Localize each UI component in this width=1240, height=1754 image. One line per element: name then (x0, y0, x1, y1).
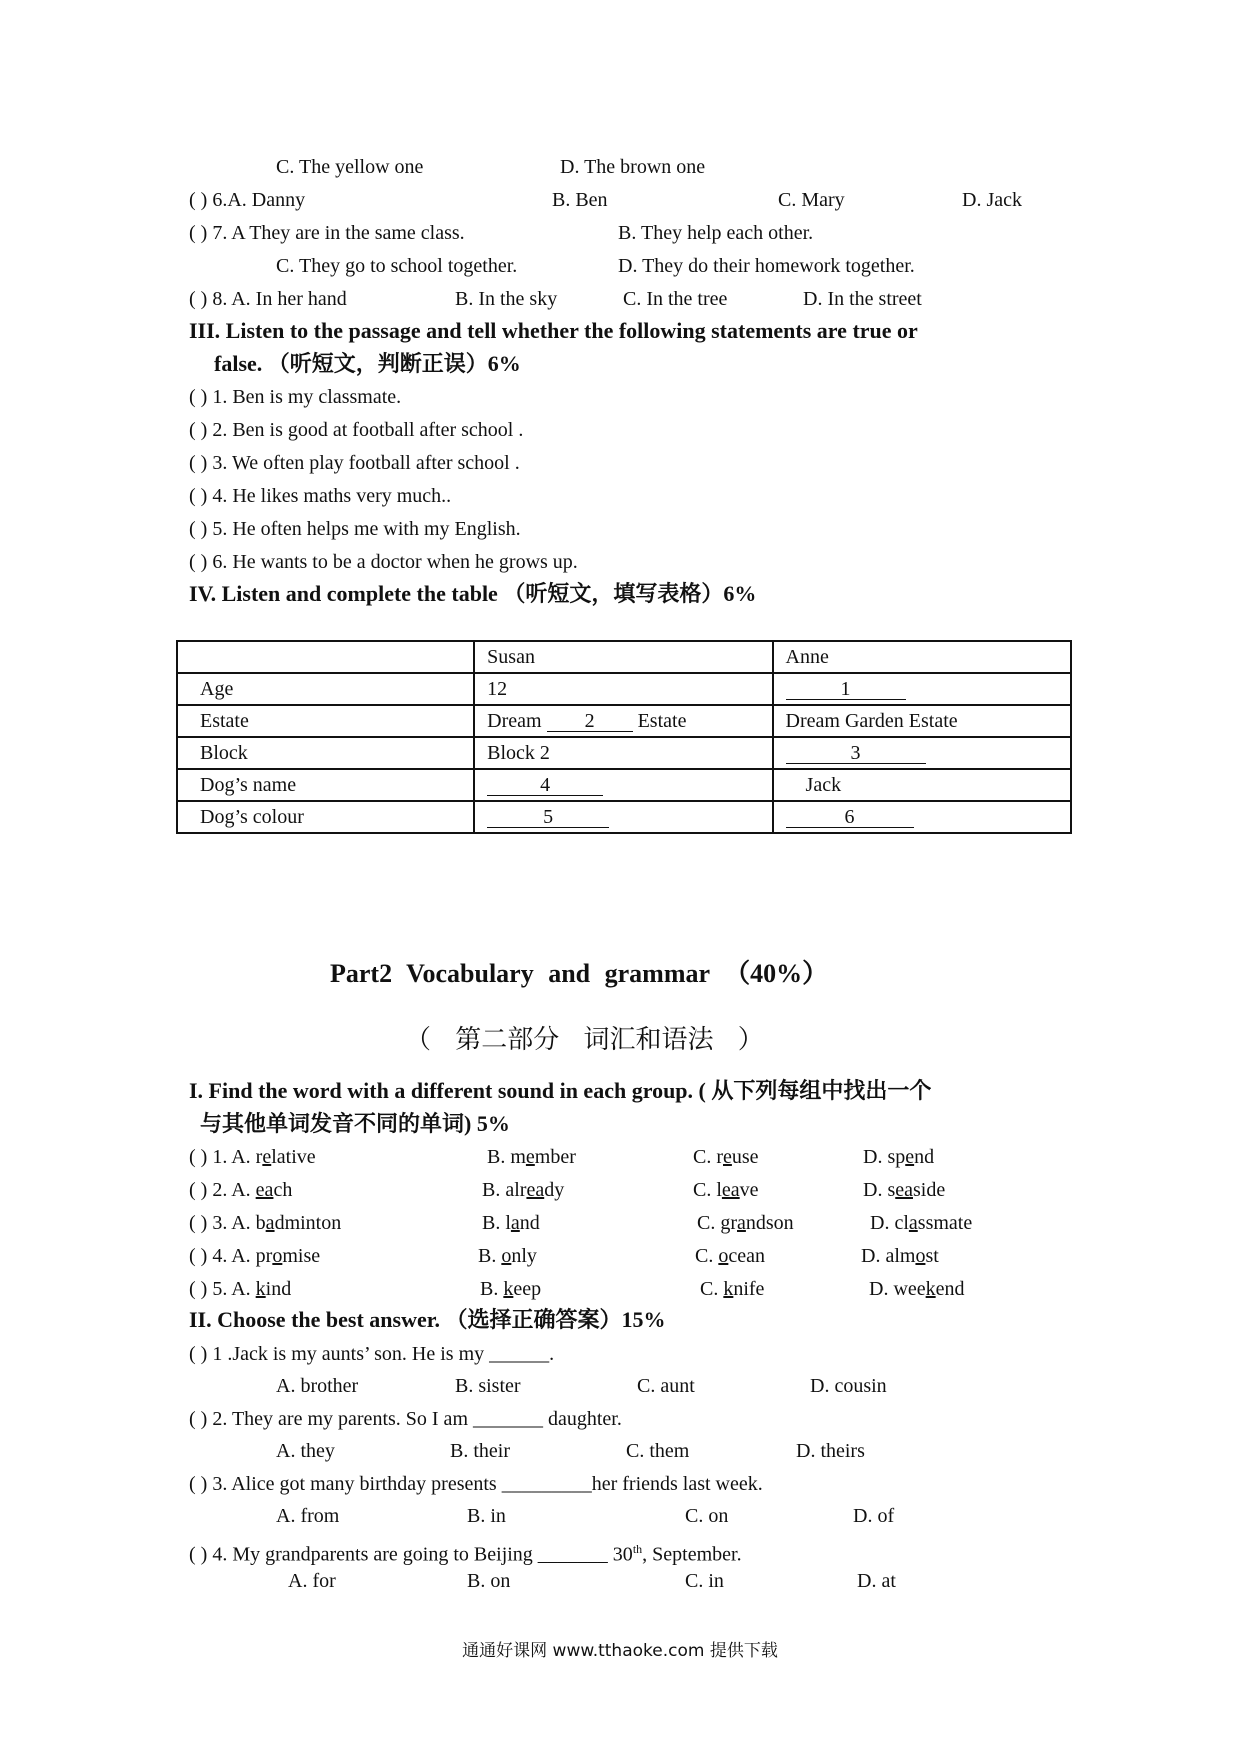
part2-title: Part2 Vocabulary and grammar （40%） (330, 959, 829, 988)
table-cell (773, 673, 1071, 705)
q7-option-d: D. They do their homework together. (618, 255, 915, 277)
blank-5: 5 (487, 807, 609, 828)
mc-question-2: ( ) 2. They are my parents. So I am _______ daughter. (189, 1408, 622, 1430)
phonics-cell (870, 1211, 972, 1235)
section4-heading: IV. Listen and complete the table （听短文，填写表格）6% (189, 581, 757, 606)
tf-item-3: ( ) 3. We often play football after school . (189, 452, 520, 474)
phonics-option-d: D. spend (863, 1146, 935, 1168)
table-row (177, 801, 1071, 833)
phonics-option-b: B. already (482, 1179, 565, 1201)
mc-option: B. their (450, 1440, 510, 1462)
underlined-letters: e (905, 1146, 915, 1168)
phonics-option-b: B. keep (480, 1278, 542, 1300)
phonics-option-d: D. weekend (869, 1278, 965, 1300)
phonics-cell (695, 1244, 765, 1268)
part2-title-cn: （ 第二部分 词汇和语法 ） (405, 1025, 764, 1055)
underlined-letters: a (737, 1212, 746, 1234)
phonics-cell (693, 1145, 759, 1169)
table-cell: Dog’s colour (177, 801, 474, 833)
phonics-option-d: D. almost (861, 1245, 939, 1267)
table-cell: Estate (177, 705, 474, 737)
underlined-letters: e (525, 1146, 535, 1168)
table-cell: Anne (773, 641, 1071, 673)
mc-option: C. them (626, 1440, 690, 1462)
phonics-option-a: each (255, 1179, 293, 1201)
phonics-cell (700, 1277, 764, 1301)
table-cell (177, 641, 474, 673)
mc-option: B. sister (455, 1375, 521, 1397)
tf-item-5: ( ) 5. He often helps me with my English. (189, 518, 521, 540)
phonics-number: ( ) 5. A. (189, 1278, 256, 1300)
q6-option-c: C. Mary (778, 189, 845, 211)
phonics-row (189, 1145, 316, 1169)
mc-option: A. they (276, 1440, 335, 1462)
phonics-option-a: badminton (255, 1212, 342, 1234)
phonics-option-c: C. knife (700, 1278, 765, 1300)
footer-credit: 通通好课网 www.tthaoke.com 提供下载 (462, 1641, 778, 1661)
phonics-row (189, 1211, 341, 1235)
tf-item-2: ( ) 2. Ben is good at football after school . (189, 419, 524, 441)
phonics-row (189, 1244, 320, 1268)
tf-item-6: ( ) 6. He wants to be a doctor when he grows up. (189, 551, 578, 573)
underlined-letters: a (265, 1212, 275, 1234)
estate-suffix: Estate (637, 709, 687, 732)
table-cell: Dream Garden Estate (773, 705, 1071, 737)
phonics-cell (480, 1277, 541, 1301)
table-cell: 12 (474, 673, 772, 705)
mc-option: C. in (685, 1570, 724, 1592)
mc-option: C. aunt (637, 1375, 695, 1397)
mc-option: C. on (685, 1505, 729, 1527)
q7-option-a: ( ) 7. A They are in the same class. (189, 222, 465, 244)
underlined-letters: a (510, 1212, 520, 1234)
blank-6: 6 (786, 807, 914, 828)
mc-question-4 (189, 1537, 742, 1567)
table-cell (773, 801, 1071, 833)
phonics-cell (863, 1178, 945, 1202)
phonics-option-d: D. classmate (870, 1212, 973, 1234)
vocab1-heading-line2: 与其他单词发音不同的单词) 5% (200, 1111, 510, 1136)
underlined-letters: k (503, 1278, 514, 1300)
q7-option-b: B. They help each other. (618, 222, 814, 244)
underlined-letters: e (262, 1146, 272, 1168)
grammar2-heading: II. Choose the best answer. （选择正确答案）15% (189, 1307, 666, 1332)
phonics-option-c: C. grandson (697, 1212, 794, 1234)
table-cell (474, 705, 772, 737)
phonics-option-a: relative (255, 1146, 316, 1168)
mc-option: D. of (853, 1505, 895, 1527)
q5-option-c: C. The yellow one (276, 156, 424, 178)
table-cell: Dog’s name (177, 769, 474, 801)
table-row (177, 769, 1071, 801)
underlined-letters: e (723, 1146, 732, 1168)
mc-option: D. at (857, 1570, 896, 1592)
q5-option-d: D. The brown one (560, 156, 706, 178)
underlined-letters: o (501, 1245, 512, 1267)
tf-item-1: ( ) 1. Ben is my classmate. (189, 386, 402, 408)
phonics-cell (482, 1178, 564, 1202)
phonics-option-b: B. only (478, 1245, 537, 1267)
table-cell (474, 769, 772, 801)
section3-heading-line2: false. （听短文，判断正误）6% (214, 351, 521, 376)
mc-option: A. for (288, 1570, 336, 1592)
table-row (177, 737, 1071, 769)
mc-option: A. brother (276, 1375, 359, 1397)
phonics-option-d: D. seaside (863, 1179, 946, 1201)
phonics-cell (478, 1244, 537, 1268)
blank-1: 1 (786, 679, 906, 700)
table-cell (773, 737, 1071, 769)
phonics-cell (693, 1178, 759, 1202)
blank-2: 2 (547, 711, 633, 732)
phonics-row (189, 1277, 291, 1301)
phonics-cell (863, 1145, 934, 1169)
table-row (177, 673, 1071, 705)
mc-option: B. on (467, 1570, 511, 1592)
ordinal-suffix: th (632, 1542, 643, 1556)
tf-item-4: ( ) 4. He likes maths very much.. (189, 485, 452, 507)
mc-question-1: ( ) 1 .Jack is my aunts’ son. He is my ______. (189, 1343, 555, 1365)
underlined-letters: o (718, 1245, 729, 1267)
mc-option: D. cousin (810, 1375, 887, 1397)
underlined-letters: ea (526, 1179, 545, 1201)
section3-heading-line1: III. Listen to the passage and tell whether the following statements are true or (189, 318, 918, 343)
phonics-cell (697, 1211, 794, 1235)
mc-question-4-end: , September. (642, 1543, 742, 1566)
underlined-letters: ea (721, 1179, 740, 1201)
underlined-letters: ea (895, 1179, 913, 1201)
underlined-letters: o (272, 1245, 283, 1267)
table-cell: Jack (773, 769, 1071, 801)
phonics-number: ( ) 1. A. (189, 1146, 256, 1168)
table-header-row (177, 641, 1071, 673)
phonics-option-b: B. land (482, 1212, 540, 1234)
underlined-letters: ea (255, 1179, 274, 1201)
blank-4: 4 (487, 775, 603, 796)
q8-option-c: C. In the tree (623, 288, 728, 310)
table-row (177, 705, 1071, 737)
underlined-letters: k (723, 1278, 734, 1300)
phonics-row (189, 1178, 292, 1202)
table-cell: Block 2 (474, 737, 772, 769)
q6-option-a: ( ) 6.A. Danny (189, 189, 306, 211)
mc-option: A. from (276, 1505, 340, 1527)
mc-option: B. in (467, 1505, 506, 1527)
underlined-letters: o (915, 1245, 926, 1267)
table-cell (474, 801, 772, 833)
phonics-option-a: promise (255, 1245, 321, 1267)
phonics-cell (487, 1145, 576, 1169)
q6-option-b: B. Ben (552, 189, 608, 211)
underlined-letters: k (925, 1278, 936, 1300)
blank-3: 3 (786, 743, 926, 764)
phonics-option-c: C. leave (693, 1179, 759, 1201)
phonics-number: ( ) 3. A. (189, 1212, 256, 1234)
q7-option-c: C. They go to school together. (276, 255, 518, 277)
phonics-option-a: kind (255, 1278, 292, 1300)
phonics-number: ( ) 2. A. (189, 1179, 256, 1201)
mc-question-4-text: ( ) 4. My grandparents are going to Beijing _______ 30 (189, 1543, 633, 1566)
table-cell: Block (177, 737, 474, 769)
listening-table (176, 640, 1072, 834)
phonics-option-b: B. member (487, 1146, 576, 1168)
phonics-number: ( ) 4. A. (189, 1245, 256, 1267)
phonics-cell (482, 1211, 540, 1235)
mc-question-3: ( ) 3. Alice got many birthday presents _________her friends last week. (189, 1473, 763, 1495)
vocab1-heading-line1: I. Find the word with a different sound in each group. ( 从下列每组中找出一个 (189, 1078, 932, 1103)
underlined-letters: a (908, 1212, 918, 1234)
mc-option: D. theirs (796, 1440, 865, 1462)
estate-prefix: Dream (487, 709, 542, 732)
q6-option-d: D. Jack (962, 189, 1022, 211)
phonics-option-c: C. reuse (693, 1146, 759, 1168)
q8-option-b: B. In the sky (455, 288, 558, 310)
phonics-cell (869, 1277, 965, 1301)
phonics-cell (861, 1244, 939, 1268)
phonics-option-c: C. ocean (695, 1245, 765, 1267)
q8-option-a: ( ) 8. A. In her hand (189, 288, 347, 310)
q8-option-d: D. In the street (803, 288, 922, 310)
table-cell: Age (177, 673, 474, 705)
underlined-letters: k (255, 1278, 266, 1300)
table-cell: Susan (474, 641, 772, 673)
